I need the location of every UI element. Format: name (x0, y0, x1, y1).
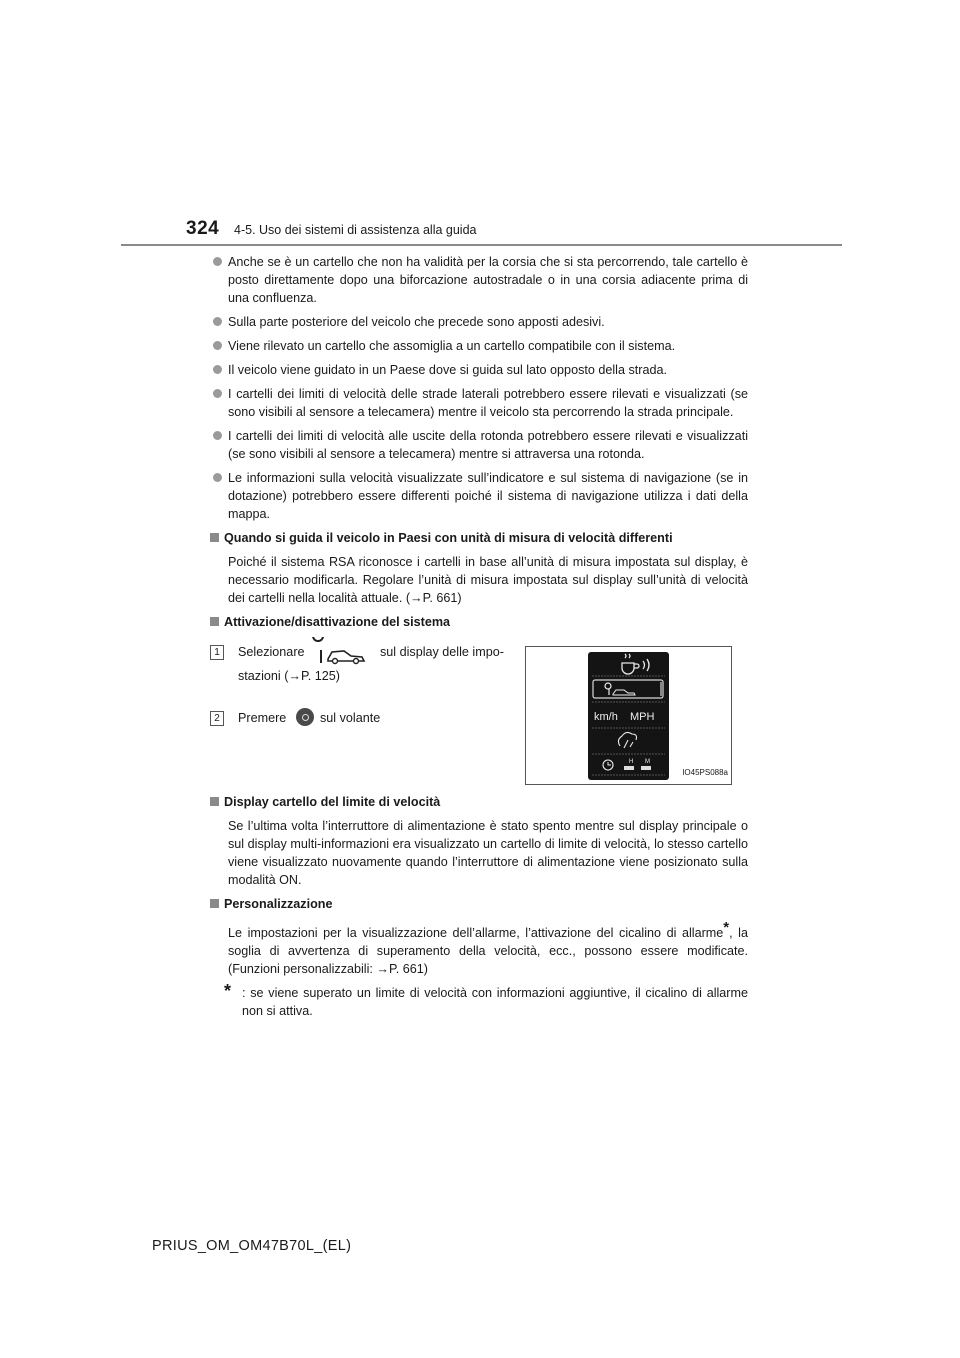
footnote-star: * (224, 981, 232, 1002)
heading-display: Display cartello del limite di velocità (210, 793, 748, 811)
list-item: I cartelli dei limiti di velocità alle uscite della rotonda potrebbero essere rilevati e visualizzati (se sono visibili al sensore a telecamera) mentre si attraversa una rotonda. (210, 427, 748, 463)
header-divider (121, 244, 842, 246)
unit-mph-label: MPH (630, 711, 655, 723)
list-item: Sulla parte posteriore del veicolo che precede sono apposti adesivi. (210, 313, 748, 331)
activation-steps (210, 637, 748, 785)
custom-text-b: , la soglia di avvertenza di superamento della velocità, ecc., possono essere modificate. (Funzioni personalizzabili: →P. 661) (228, 926, 748, 977)
section-title: 4-5. Uso dei sistemi di assistenza alla guida (234, 223, 477, 237)
time-h-label: H (629, 759, 634, 765)
list-item: Anche se è un cartello che non ha validità per la corsia che si sta percorrendo, tale cartello è posto direttamente dopo una biforcazione autostradale o in una corsia adiacente prima di una confluenza. (210, 253, 748, 307)
custom-text-a: Le impostazioni per la visualizzazione dell’allarme, l’attivazione del cicalino di allarme (228, 926, 724, 941)
list-item: Il veicolo viene guidato in un Paese dove si guida sul lato opposto della strada. (210, 361, 748, 379)
time-m-label: M (645, 759, 650, 765)
main-content (210, 253, 748, 1020)
paragraph-custom (210, 919, 748, 978)
display-content (588, 652, 669, 780)
figure-code: IO45PS088a (682, 768, 728, 777)
footnote (210, 981, 748, 1020)
paragraph-display: Se l’ultima volta l’interruttore di alimentazione è stato spento mentre sul display principale o sul display multi-informazioni era visualizzato un cartello di limite di velocità, lo stesso cartello viene visualizzato nuovamente quando l’interruttore di alimentazione viene posizionato sulla modalità ON. (228, 819, 748, 887)
step-number: 2 (210, 711, 224, 726)
heading-units: Quando si guida il veicolo in Paesi con unità di misura di velocità differenti (210, 529, 748, 547)
list-item: I cartelli dei limiti di velocità delle strade laterali potrebbero essere rilevati e visualizzati (se sono visibili al sensore a telecamera) mentre il veicolo sta percorrendo la strada principale. (210, 385, 748, 421)
step-number: 1 (210, 645, 224, 660)
steering-ok-button-icon (296, 708, 314, 726)
step-text: sul display delle impo- (380, 645, 504, 659)
display-screen (588, 652, 669, 780)
step-text: Selezionare (238, 645, 305, 659)
list-item: Viene rilevato un cartello che assomiglia a un cartello compatibile con il sistema. (210, 337, 748, 355)
step-text: Premere (238, 711, 287, 725)
settings-display-figure (525, 646, 732, 785)
paragraph-units: Poiché il sistema RSA riconosce i cartelli in base all’unità di misura impostata sul display, è necessario modificarla. Regolare l’unità di misura impostata sul display sull’unità di velocità dei cartelli nella località attuale. (→P. 661) (228, 555, 748, 605)
unit-kmh-label: km/h (594, 711, 618, 723)
list-item: Le informazioni sulla velocità visualizzate sull’indicatore e sul sistema di navigazione (se in dotazione) potrebbero essere differenti poiché il sistema di navigazione utilizza i dati della mappa. (210, 469, 748, 523)
page-number: 324 (186, 218, 220, 239)
heading-activation: Attivazione/disattivazione del sistema (210, 613, 748, 631)
document-code: PRIUS_OM_OM47B70L_(EL) (152, 1238, 352, 1254)
rsa-icon (312, 637, 370, 665)
step-text: stazioni (→P. 125) (238, 669, 340, 683)
step-text: sul volante (320, 711, 381, 725)
footnote-text: : se viene superato un limite di velocità con informazioni aggiuntive, il cicalino di allarme non si attiva. (242, 986, 748, 1019)
footnote-marker: * (723, 919, 730, 936)
heading-custom: Personalizzazione (210, 895, 748, 913)
